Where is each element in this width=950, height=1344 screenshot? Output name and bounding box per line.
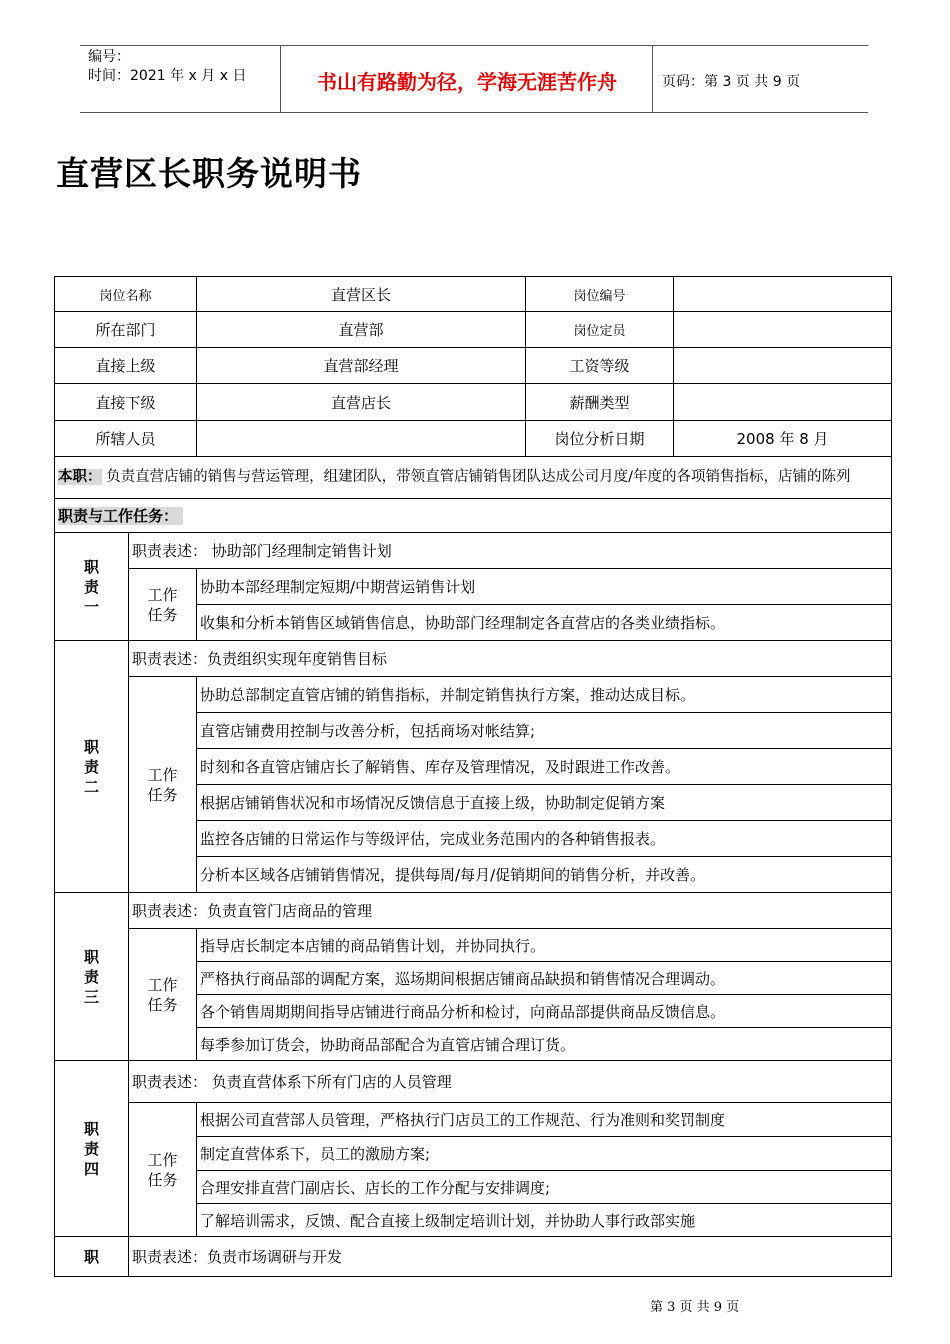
task-item: 根据店铺销售状况和市场情况反馈信息于直接上级，协助制定促销方案 (197, 785, 892, 821)
task-item: 每季参加订货会，协助商品部配合为直管店铺合理订货。 (197, 1028, 892, 1061)
info-value: 2008 年 8 月 (674, 421, 892, 457)
section-heading-row (55, 499, 892, 533)
task-item: 制定直营体系下，员工的激励方案; (197, 1137, 892, 1171)
task-item: 合理安排直营门副店长、店长的工作分配与安排调度; (197, 1171, 892, 1204)
task-item: 严格执行商品部的调配方案，巡场期间根据店铺商品缺损和销售情况合理调动。 (197, 962, 892, 995)
task-label (129, 677, 197, 893)
info-value: 直营部 (197, 312, 526, 348)
header-top-rule (80, 45, 868, 46)
info-row (55, 348, 892, 384)
info-value (674, 312, 892, 348)
task-label (129, 1103, 197, 1237)
duty-desc-row (55, 641, 892, 677)
header-divider-right (652, 45, 653, 112)
task-item: 分析本区域各店铺销售情况，提供每周/每月/促销期间的销售分析，并改善。 (197, 857, 892, 893)
duty-desc-row (55, 533, 892, 569)
task-row (55, 677, 892, 713)
duty-label-text: 职责二 (83, 737, 99, 796)
task-row (55, 1103, 892, 1137)
info-value: 直营部经理 (197, 348, 526, 384)
duty-desc-row (55, 1061, 892, 1103)
task-label (129, 569, 197, 641)
info-label: 薪酬类型 (526, 384, 674, 421)
duty-label (55, 1061, 129, 1237)
task-item: 时刻和各直管店铺店长了解销售、库存及管理情况，及时跟进工作改善。 (197, 749, 892, 785)
info-value (197, 421, 526, 457)
info-row (55, 384, 892, 421)
info-value (674, 348, 892, 384)
task-row (55, 569, 892, 605)
document-title: 直营区长职务说明书 (56, 154, 362, 193)
duty-description: 职责表述：负责直管门店商品的管理 (129, 893, 892, 929)
section-heading-cell (55, 499, 892, 533)
header-motto: 书山有路勤为径，学海无涯苦作舟 (317, 70, 617, 94)
task-item: 收集和分析本销售区域销售信息，协助部门经理制定各直营店的各类业绩指标。 (197, 605, 892, 641)
job-summary (55, 457, 892, 499)
task-item: 协助本部经理制定短期/中期营运销售计划 (197, 569, 892, 605)
info-label: 所辖人员 (55, 421, 197, 457)
info-label: 直接上级 (55, 348, 197, 384)
info-value (674, 277, 892, 312)
summary-label: 本职： (58, 469, 102, 485)
duty-desc-row (55, 1237, 892, 1277)
duty-description: 职责表述： 负责直营体系下所有门店的人员管理 (129, 1061, 892, 1103)
info-label: 岗位分析日期 (526, 421, 674, 457)
info-label: 岗位名称 (55, 277, 197, 312)
summary-text: 负责直营店铺的销售与营运管理，组建团队，带领直管店铺销售团队达成公司月度/年度的各项销售指标，店铺的陈列 (101, 469, 851, 485)
duty-label (55, 533, 129, 641)
task-label (129, 929, 197, 1061)
task-item: 协助总部制定直管店铺的销售指标，并制定销售执行方案，推动达成目标。 (197, 677, 892, 713)
info-label: 岗位编号 (526, 277, 674, 312)
duty-label (55, 893, 129, 1061)
header-divider-left (280, 45, 281, 112)
task-row (55, 929, 892, 962)
info-label: 工资等级 (526, 348, 674, 384)
duty-description: 职责表述： 协助部门经理制定销售计划 (129, 533, 892, 569)
info-label: 岗位定员 (526, 312, 674, 348)
task-label-text: 工作任务 (147, 585, 178, 624)
duty-label-text: 职责四 (83, 1119, 99, 1178)
task-label-text: 工作任务 (147, 1150, 178, 1189)
info-value: 直营店长 (197, 384, 526, 421)
task-item: 各个销售周期期间指导店铺进行商品分析和检讨，向商品部提供商品反馈信息。 (197, 995, 892, 1028)
task-item: 直管店铺费用控制与改善分析，包括商场对帐结算; (197, 713, 892, 749)
duty-desc-row (55, 893, 892, 929)
doc-time-label: 时间：2021 年 x 月 x 日 (88, 68, 247, 84)
duty-label-text: 职责一 (83, 557, 99, 616)
task-item: 根据公司直营部人员管理，严格执行门店员工的工作规范、行为准则和奖罚制度 (197, 1103, 892, 1137)
summary-row (55, 457, 892, 499)
duty-label (55, 641, 129, 893)
info-row (55, 421, 892, 457)
doc-number-label: 编号： (88, 49, 130, 65)
task-item: 了解培训需求，反馈、配合直接上级制定培训计划，并协助人事行政部实施 (197, 1204, 892, 1237)
page-footer: 第 3 页 共 9 页 (650, 1300, 740, 1315)
info-label: 所在部门 (55, 312, 197, 348)
duties-body (55, 533, 892, 1277)
header-meta (88, 48, 246, 86)
task-label-text: 工作任务 (147, 975, 178, 1014)
duty-description: 职责表述：负责组织实现年度销售目标 (129, 641, 892, 677)
duty-label-text: 职 (83, 1247, 99, 1266)
info-label: 直接下级 (55, 384, 197, 421)
job-description-table (54, 276, 892, 1277)
info-value (674, 384, 892, 421)
task-item: 监控各店铺的日常运作与等级评估，完成业务范围内的各种销售报表。 (197, 821, 892, 857)
duty-label-text: 职责三 (83, 947, 99, 1006)
task-label-text: 工作任务 (147, 765, 178, 804)
info-row (55, 277, 892, 312)
info-row (55, 312, 892, 348)
header-page-label: 页码：第 3 页 共 9 页 (662, 74, 801, 90)
header-bottom-rule (80, 112, 868, 113)
duty-description: 职责表述：负责市场调研与开发 (129, 1237, 892, 1277)
info-value: 直营区长 (197, 277, 526, 312)
task-item: 指导店长制定本店铺的商品销售计划，并协同执行。 (197, 929, 892, 962)
section-heading: 职责与工作任务： (58, 507, 179, 525)
duty-label (55, 1237, 129, 1277)
